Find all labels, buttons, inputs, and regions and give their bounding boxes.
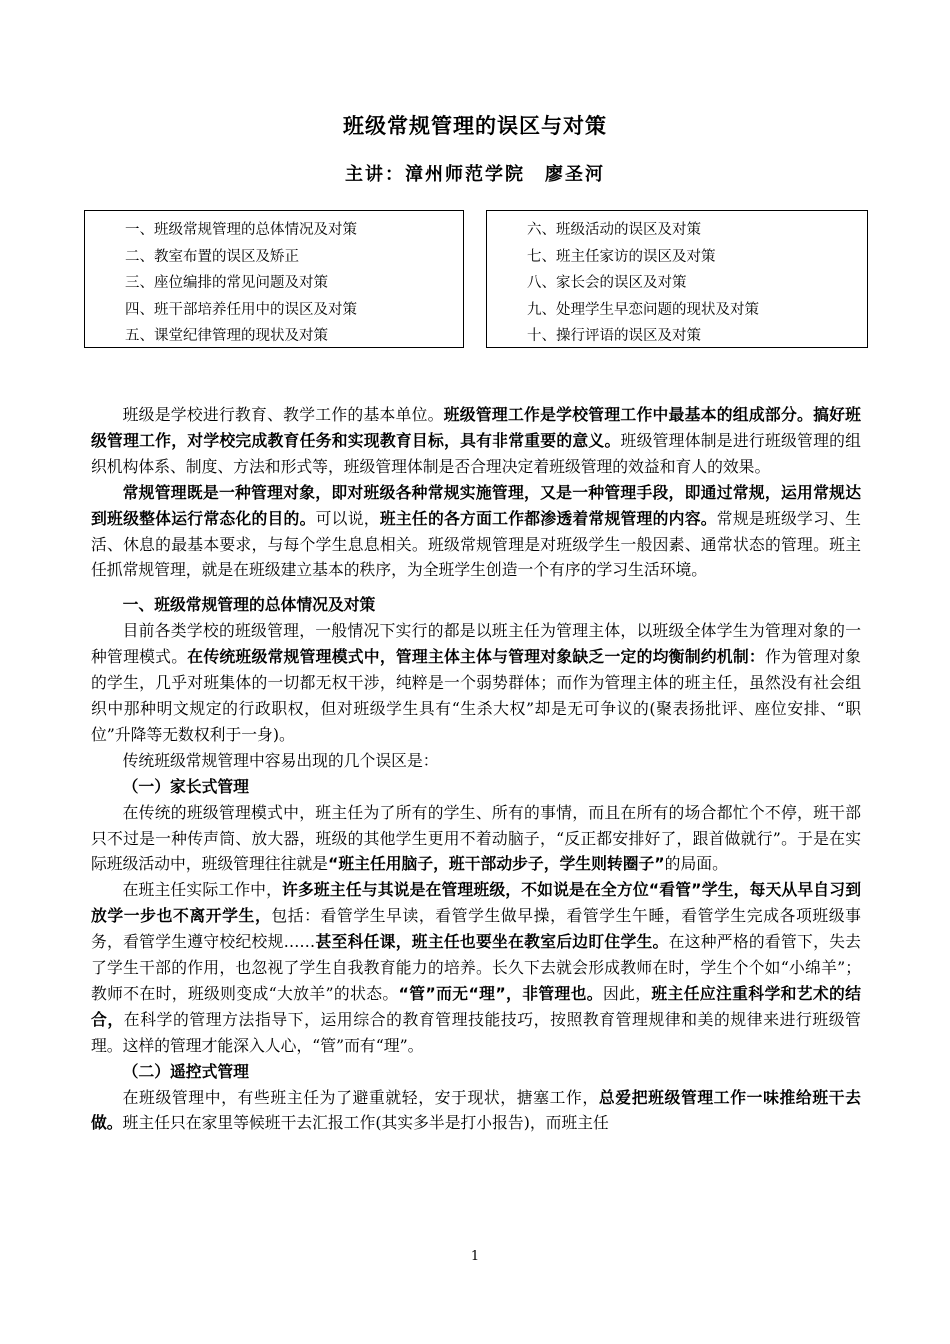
paragraph: 传统班级常规管理中容易出现的几个误区是： [122, 750, 439, 770]
text-run: 可以说， [315, 508, 380, 528]
toc-item: 九、处理学生早恋问题的现状及对策 [527, 301, 759, 318]
toc-item: 十、操行评语的误区及对策 [527, 328, 701, 344]
text-run: 作为管理对象的学生，几乎对班集体的一切都无权干涉，纯粹是一个弱势群体；而作为管理主体的班主任，虽然没有社会组织中那种明文规定的行政职权，但对班级学生具有“生杀大权”却是无可争议的(聚表扬批评、座位安排、“职位”升降等无数权利于一身)。 [91, 647, 861, 744]
page-number: 1 [470, 1249, 480, 1264]
document-title: 班级常规管理的误区与对策 [343, 114, 607, 138]
bold-run: 许多班主任与其说是在管理班级，不如说是在全方位“看管”学生，每天从早自习到放学一步也不离开学生， [91, 880, 861, 926]
text-run: 包括：看管学生早读，看管学生做早操，看管学生午睡，看管学生完成各项班级事务，看管学生遵守校纪校规…… [91, 906, 861, 952]
text-run: 班主任只在家里等候班干去汇报工作(其实多半是打小报告)，而班主任 [122, 1113, 609, 1133]
text-run: 在班级管理中，有些班主任为了避重就轻，安于现状，搪塞工作， [122, 1087, 599, 1107]
bold-run: 在传统班级常规管理模式中，管理主体主体与管理对象缺乏一定的均衡制约机制： [187, 647, 765, 667]
paragraph [91, 618, 861, 748]
text-run: 在传统的班级管理模式中，班主任为了所有的学生、所有的事情，而且在所有的场合都忙个不停，班干部只不过是一种传声筒、放大器，班级的其他学生更用不着动脑子，“反正都安排好了，跟首做就行”。于是在实际班级活动中，班级管理往往就是 [91, 802, 861, 874]
toc-box-right [486, 210, 868, 348]
spacer [91, 583, 861, 592]
text-run: 在科学的管理方法指导下，运用综合的教育管理技能技巧，按照教育管理规律和美的规律来进行班级管理。这样的管理才能深入人心，“管”而有“理”。 [91, 1009, 861, 1055]
toc-item: 二、教室布置的误区及矫正 [125, 248, 299, 265]
toc-item: 一、班级常规管理的总体情况及对策 [125, 222, 357, 238]
toc-item: 四、班干部培养任用中的误区及对策 [125, 301, 357, 318]
toc-item: 八、家长会的误区及对策 [527, 275, 687, 291]
paragraph [91, 800, 861, 878]
subsection-heading: （一）家长式管理 [122, 776, 249, 796]
text-run: 目前各类学校的班级管理，一般情况下实行的都是以班主任为管理主体，以班级全体学生为管理对象的一种管理模式。 [91, 621, 861, 667]
text-run: 的局面。 [664, 854, 728, 874]
document-body [91, 402, 861, 1136]
text-run: 班级管理体制是进行班级管理的组织机构体系、制度、方法和形式等，班级管理体制是否合理决定着班级管理的效益和育人的效果。 [91, 430, 861, 476]
bold-run: 常规管理既是一种管理对象，即对班级各种常规实施管理，又是一种管理手段，即通过常规，运用常规达到班级整体运行常态化的目的。 [91, 482, 861, 528]
text-run: 在这种严格的看管下，失去了学生干部的作用，也忽视了学生自我教育能力的培养。长久下去就会形成教师在时，学生个个如“小绵羊”；教师不在时，班级则变成“大放羊”的状态。 [91, 932, 861, 1003]
text-run: 因此， [602, 983, 652, 1003]
bold-run: “班主任用脑子，班干部动步子，学生则转圈子” [327, 854, 665, 874]
toc-item: 三、座位编排的常见问题及对策 [125, 275, 328, 291]
toc-item: 七、班主任家访的误区及对策 [527, 248, 716, 265]
bold-run: “管”而无“理”，非管理也。 [398, 983, 603, 1003]
bold-run: 班级管理工作是学校管理工作中最基本的组成部分。搞好班级管理工作，对学校完成教育任务和实现教育目标，具有非常重要的意义。 [91, 405, 861, 450]
paragraph [91, 877, 861, 1058]
speaker-line: 主讲：漳州师范学院 廖圣河 [345, 164, 605, 185]
text-run: 常规是班级学习、生活、休息的最基本要求，与每个学生息息相关。班级常规管理是对班级学生一般因素、通常状态的管理。班主任抓常规管理，就是在班级建立基本的秩序，为全班学生创造一个有序的学习生活环境。 [91, 508, 861, 580]
section-heading: 一、班级常规管理的总体情况及对策 [122, 595, 376, 615]
bold-run: 甚至科任课，班主任也要坐在教室后边盯住学生。 [315, 932, 669, 952]
paragraph-intro [91, 402, 861, 480]
bold-run: 总爱把班级管理工作一味推给班干去做。 [91, 1087, 861, 1133]
subsection-heading: （二）遥控式管理 [122, 1061, 249, 1081]
bold-run: 班主任应注重科学和艺术的结合， [91, 983, 861, 1029]
toc-item: 六、班级活动的误区及对策 [527, 222, 701, 238]
toc-box-left [84, 210, 464, 348]
paragraph-routine [91, 480, 861, 584]
paragraph [91, 1085, 861, 1137]
text-run: 在班主任实际工作中， [122, 880, 283, 900]
toc-item: 五、课堂纪律管理的现状及对策 [125, 328, 328, 344]
bold-run: 班主任的各方面工作都渗透着常规管理的内容。 [379, 508, 717, 528]
text-run: 班级是学校进行教育、教学工作的基本单位。 [122, 405, 444, 424]
